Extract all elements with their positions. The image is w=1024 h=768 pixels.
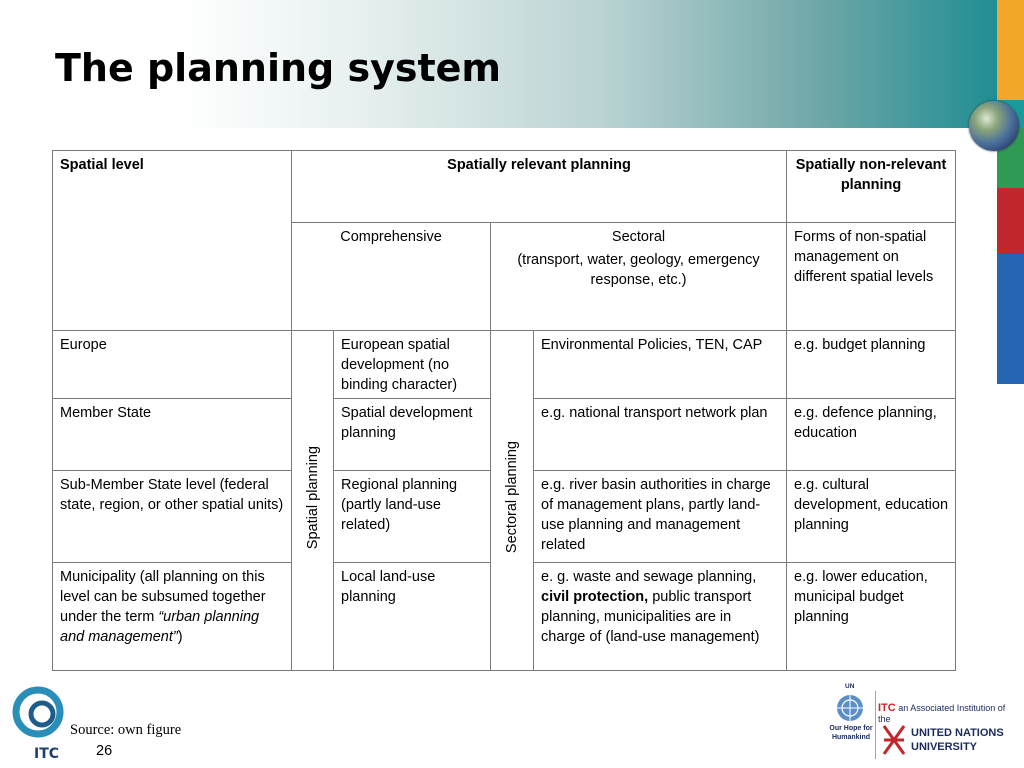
row-sectoral: e.g. national transport network plan — [534, 399, 787, 471]
row-level-suffix: ) — [177, 629, 183, 645]
un-motto: Our Hope for Humankind — [829, 725, 873, 741]
row-comprehensive: Regional planning (partly land-use related) — [334, 471, 491, 563]
row-sectoral — [534, 563, 787, 671]
row-non-relevant: e.g. budget planning — [787, 331, 956, 399]
header-spatial-level: Spatial level — [53, 151, 292, 331]
sectoral-planning-label: Sectoral planning — [504, 441, 520, 554]
table-row — [53, 331, 956, 399]
row-sectoral-suffix: public transport planning, municipalities are in charge of (land-use management) — [541, 589, 760, 645]
row-comprehensive: Spatial development planning — [334, 399, 491, 471]
accent-stripe-blue — [997, 254, 1024, 384]
source-caption: Source: own figure — [70, 722, 182, 738]
row-level — [53, 563, 292, 671]
row-non-relevant: e.g. cultural development, education planning — [787, 471, 956, 563]
spatial-planning-label: Spatial planning — [304, 445, 321, 550]
itc-assoc-bold: ITC — [878, 702, 896, 714]
globe-icon — [969, 101, 1019, 151]
unu-line1: UNITED NATIONS — [911, 727, 1004, 739]
un-label: UN — [845, 683, 855, 690]
un-emblem-icon — [833, 693, 867, 723]
row-level: Europe — [53, 331, 292, 399]
itc-associated-label — [878, 702, 1017, 724]
itc-logo — [8, 684, 72, 764]
subheader-comprehensive: Comprehensive — [292, 223, 491, 331]
row-level: Member State — [53, 399, 292, 471]
un-itc-logo — [825, 683, 1017, 763]
itc-logo-text: ITC — [34, 746, 60, 762]
sectoral-planning-label-cell — [491, 331, 534, 671]
subheader-sectoral-note: (transport, water, geology, emergency response, etc.) — [517, 252, 760, 288]
subheader-sectoral — [491, 223, 787, 331]
header-spatially-non-relevant: Spatially non-relevant planning — [787, 151, 956, 223]
subheader-sectoral-title: Sectoral — [611, 229, 666, 245]
row-sectoral-bold: civil protection, — [541, 589, 649, 605]
row-sectoral: e.g. river basin authorities in charge of management plans, partly land-use planning and management related — [534, 471, 787, 563]
page-number: 26 — [96, 743, 113, 759]
planning-table — [52, 150, 956, 671]
row-sectoral: Environmental Policies, TEN, CAP — [534, 331, 787, 399]
spatial-planning-label-cell — [292, 331, 334, 671]
header-spatially-relevant: Spatially relevant planning — [292, 151, 787, 223]
unu-emblem-icon — [881, 723, 907, 757]
row-level: Sub-Member State level (federal state, region, or other spatial units) — [53, 471, 292, 563]
row-non-relevant: e.g. defence planning, education — [787, 399, 956, 471]
row-comprehensive: Local land-use planning — [334, 563, 491, 671]
accent-stripe-red — [997, 188, 1024, 254]
table-header-row — [53, 151, 956, 223]
unu-name — [911, 726, 1004, 754]
itc-assoc-text: an Associated Institution of the — [878, 703, 1006, 724]
row-level-text: Municipality (all planning on this level can be subsumed together under the term — [60, 569, 266, 625]
row-comprehensive: European spatial development (no binding character) — [334, 331, 491, 399]
row-sectoral-text: e. g. waste and sewage planning, — [541, 569, 757, 585]
unu-line2: UNIVERSITY — [911, 741, 978, 753]
page-title: The planning system — [55, 46, 501, 90]
subheader-forms: Forms of non-spatial management on different spatial levels — [787, 223, 956, 331]
row-non-relevant: e.g. lower education, municipal budget planning — [787, 563, 956, 671]
row-level-italic: “urban planning and management” — [60, 609, 260, 645]
accent-stripe-orange — [997, 0, 1024, 100]
